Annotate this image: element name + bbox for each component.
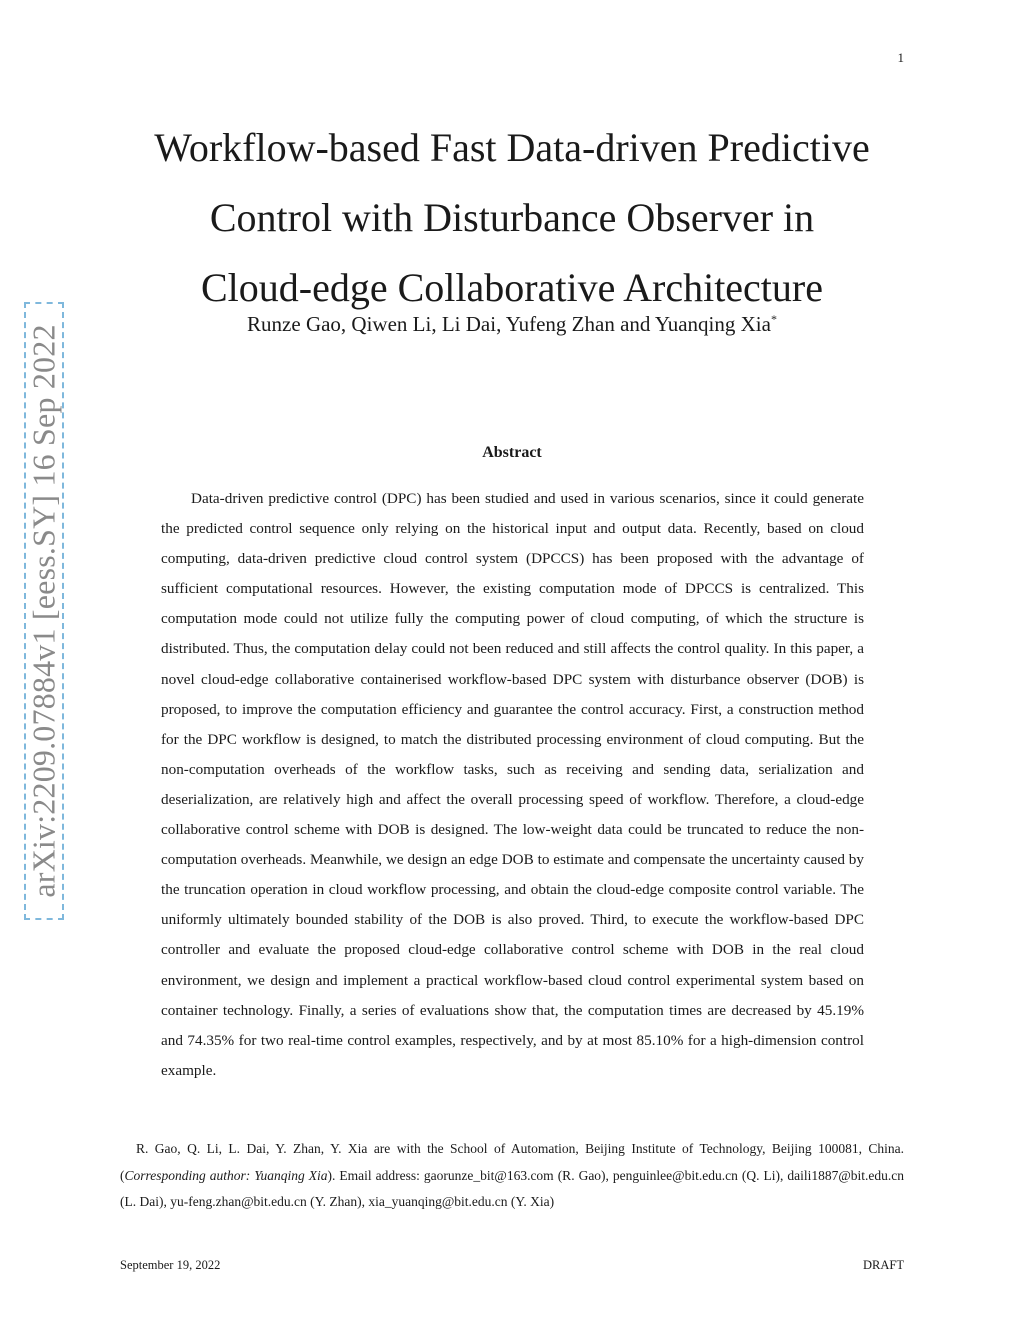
affiliation-footnote [120,1136,904,1216]
abstract-text: Data-driven predictive control (DPC) has been studied and used in various scenarios, since it could generate the predicted control sequence only relying on the historical input and output data. Recently, based on cloud computing, data-driven predictive cloud control system (DPCCS) has been proposed with the advantage of sufficient computational resources. However, the existing computation mode of DPCCS is centralized. This computation mode could not utilize fully the computing power of cloud computing, of which the structure is distributed. Thus, the computation delay could not been reduced and still affects the control quality. In this paper, a novel cloud-edge collaborative containerised workflow-based DPC system with disturbance observer (DOB) is proposed, to improve the computation efficiency and guarantee the control accuracy. First, a construction method for the DPC workflow is designed, to match the distributed processing environment of cloud computing. But the non-computation overheads of the workflow tasks, such as receiving and sending data, serialization and deserialization, are relatively high and affect the overall processing speed of workflow. Therefore, a cloud-edge collaborative control scheme with DOB is designed. The low-weight data could be truncated to reduce the non-computation overheads. Meanwhile, we design an edge DOB to estimate and compensate the uncertainty caused by the truncation operation in cloud workflow processing, and obtain the cloud-edge composite control variable. The uniformly ultimately bounded stability of the DOB is also proved. Third, to execute the workflow-based DPC controller and evaluate the proposed cloud-edge collaborative control scheme with DOB in the real cloud environment, we design and implement a practical workflow-based cloud control experimental system based on container technology. Finally, a series of evaluations show that, the computation times are decreased by 45.19% and 74.35% for two real-time control examples, respectively, and by at most 85.10% for a high-dimension control example. [161,490,864,1079]
author-list [110,312,914,337]
author-names: Runze Gao, Qiwen Li, Li Dai, Yufeng Zhan and Yuanqing Xia [247,312,771,336]
abstract-heading: Abstract [482,444,542,461]
corresponding-author-mark: * [770,312,777,326]
paper-title [110,113,914,323]
title-line-3: Cloud-edge Collaborative Architecture [200,264,823,310]
footnote-emails: ). Email address: gaorunze_bit@163.com (R. Gao), penguinlee@bit.edu.cn (Q. Li), daili1887@bit.edu.cn (L. Dai), yu-feng.zhan@bit.edu.cn (Y. Zhan), xia_yuanqing@bit.edu.cn (Y. Xia) [120,1167,904,1209]
arxiv-stamp [24,302,64,920]
arxiv-identifier: arXiv:2209.07884v1 [eess.SY] 16 Sep 2022 [25,324,62,898]
footnote-affiliation: R. Gao, Q. Li, L. Dai, Y. Zhan, Y. Xia are with the School of Automation, Beijing Institute of Technology, Beijing 100081, China. ( [120,1141,904,1183]
footer-date: September 19, 2022 [120,1258,221,1272]
title-line-1: Workflow-based Fast Data-driven Predictive [154,124,870,170]
footnote-corresponding-author: Corresponding author: Yuanqing Xia [124,1167,328,1183]
page-number: 1 [897,50,904,65]
footer-draft-label: DRAFT [863,1258,904,1272]
title-line-2: Control with Disturbance Observer in [209,194,815,240]
